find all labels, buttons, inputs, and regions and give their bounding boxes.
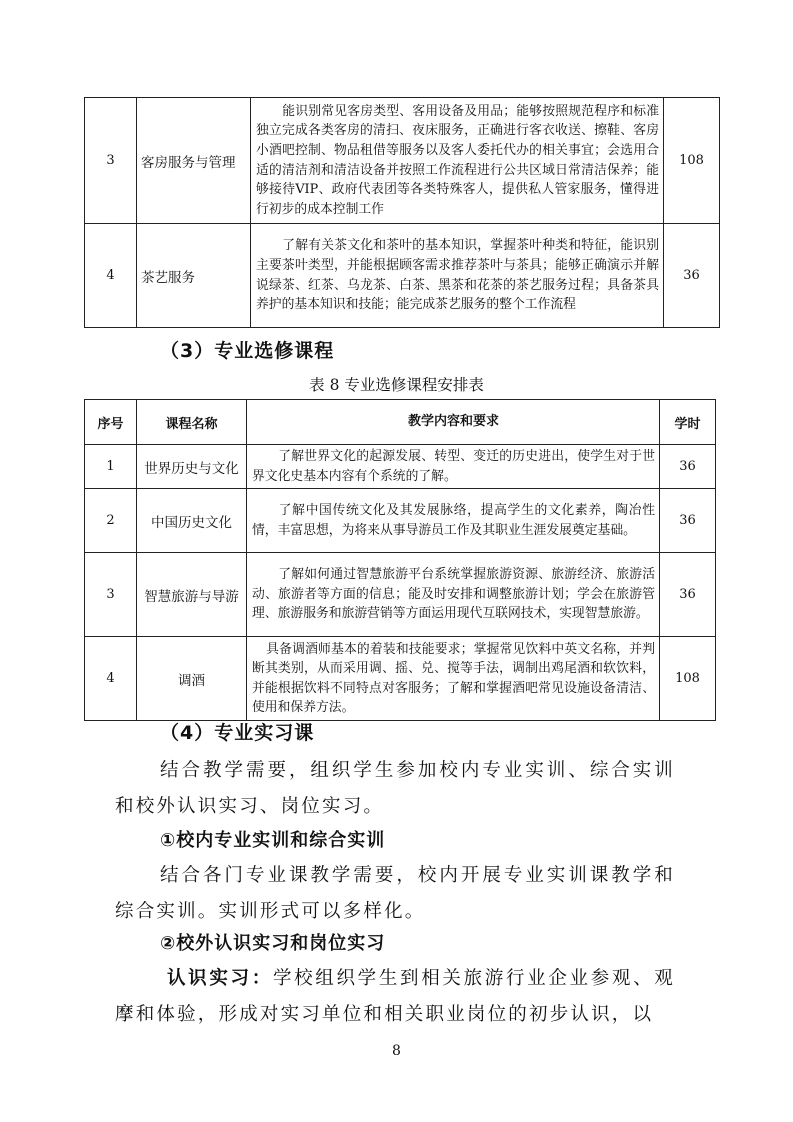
table-row — [85, 98, 720, 224]
table-row — [85, 489, 716, 553]
course-description: 具备调酒师基本的着装和技能要求；掌握常见饮料中英文名称，并判断其类别，从而采用调、摇、兑、搅等手法，调制出鸡尾酒和软饮料，并能根据饮料不同特点对客服务；了解和掌握酒吧常见设施设备清洁、使用和保养方法。 — [247, 637, 660, 721]
table-header-row — [85, 400, 716, 445]
course-table-continued — [84, 97, 720, 328]
course-name: 茶艺服务 — [137, 224, 251, 328]
table-row — [85, 553, 716, 637]
offsite-internship-paragraph: 认识实习：学校组织学生到相关旅游行业企业参观、观摩和体验，形成对实习单位和相关职业岗位的初步认识，以 — [115, 968, 675, 1025]
course-description: 了解有关茶文化和茶叶的基本知识，掌握茶叶种类和特征，能识别主要茶叶类型，并能根据顾客需求推荐茶叶与茶具；能够正确演示并解说绿茶、红茶、乌龙茶、白茶、黑茶和花茶的茶艺服务过程；具备茶具养护的基本知识和技能；能完成茶艺服务的整个工作流程 — [251, 224, 664, 328]
paragraph-lead-term: 认识实习： — [167, 968, 273, 989]
header-hours: 学时 — [660, 400, 716, 445]
course-name: 客房服务与管理 — [137, 98, 251, 224]
onsite-training-paragraph: 结合各门专业课教学需要，校内开展专业实训课教学和综合实训。实训形式可以多样化。 — [115, 865, 675, 922]
course-name: 智慧旅游与导游 — [137, 553, 247, 637]
header-course-name: 课程名称 — [137, 400, 247, 445]
header-number: 序号 — [85, 400, 137, 445]
row-number: 1 — [85, 445, 137, 489]
row-number: 3 — [85, 553, 137, 637]
subheading-offsite-internship: ②校外认识实习和岗位实习 — [160, 933, 386, 954]
header-description: 教学内容和要求 — [247, 400, 660, 445]
course-description: 能识别常见客房类型、客用设备及用品；能够按照规范程序和标准独立完成各类客房的清扫、夜床服务，正确进行客衣收送、擦鞋、客房小酒吧控制、物品租借等服务以及客人委托代办的相关事宜；会选用合适的清洁剂和清洁设备并按照工作流程进行公共区域日常清洁保养；能够接待VIP、政府代表团等各类特殊客人，提供私人管家服务，懂得进行初步的成本控制工作 — [251, 98, 664, 224]
course-hours: 108 — [660, 637, 716, 721]
course-description: 了解中国传统文化及其发展脉络，提高学生的文化素养，陶冶性情，丰富思想，为将来从事导游员工作及其职业生涯发展奠定基础。 — [247, 489, 660, 553]
course-hours: 36 — [664, 224, 720, 328]
internship-intro-paragraph: 结合教学需要，组织学生参加校内专业实训、综合实训和校外认识实习、岗位实习。 — [115, 760, 675, 817]
row-number: 3 — [85, 98, 137, 224]
row-number: 4 — [85, 637, 137, 721]
course-description: 了解如何通过智慧旅游平台系统掌握旅游资源、旅游经济、旅游活动、旅游者等方面的信息；能及时安排和调整旅游计划；学会在旅游管理、旅游服务和旅游营销等方面运用现代互联网技术，实现智慧旅游。 — [247, 553, 660, 637]
section-heading-electives: （3）专业选修课程 — [160, 340, 335, 362]
course-hours: 36 — [660, 489, 716, 553]
row-number: 2 — [85, 489, 137, 553]
table-row — [85, 445, 716, 489]
course-name: 调酒 — [137, 637, 247, 721]
row-number: 4 — [85, 224, 137, 328]
subheading-onsite-training: ①校内专业实训和综合实训 — [160, 830, 386, 851]
course-hours: 36 — [660, 553, 716, 637]
course-description: 了解世界文化的起源发展、转型、变迁的历史进出，使学生对于世界文化史基本内容有个系统的了解。 — [247, 445, 660, 489]
table-row — [85, 637, 716, 721]
course-name: 世界历史与文化 — [137, 445, 247, 489]
elective-course-table — [84, 399, 716, 721]
page-number: 8 — [392, 1043, 401, 1059]
course-hours: 36 — [660, 445, 716, 489]
course-name: 中国历史文化 — [137, 489, 247, 553]
table-caption: 表 8 专业选修课程安排表 — [309, 376, 484, 394]
section-heading-internship: （4）专业实习课 — [160, 722, 315, 744]
course-hours: 108 — [664, 98, 720, 224]
table-row — [85, 224, 720, 328]
